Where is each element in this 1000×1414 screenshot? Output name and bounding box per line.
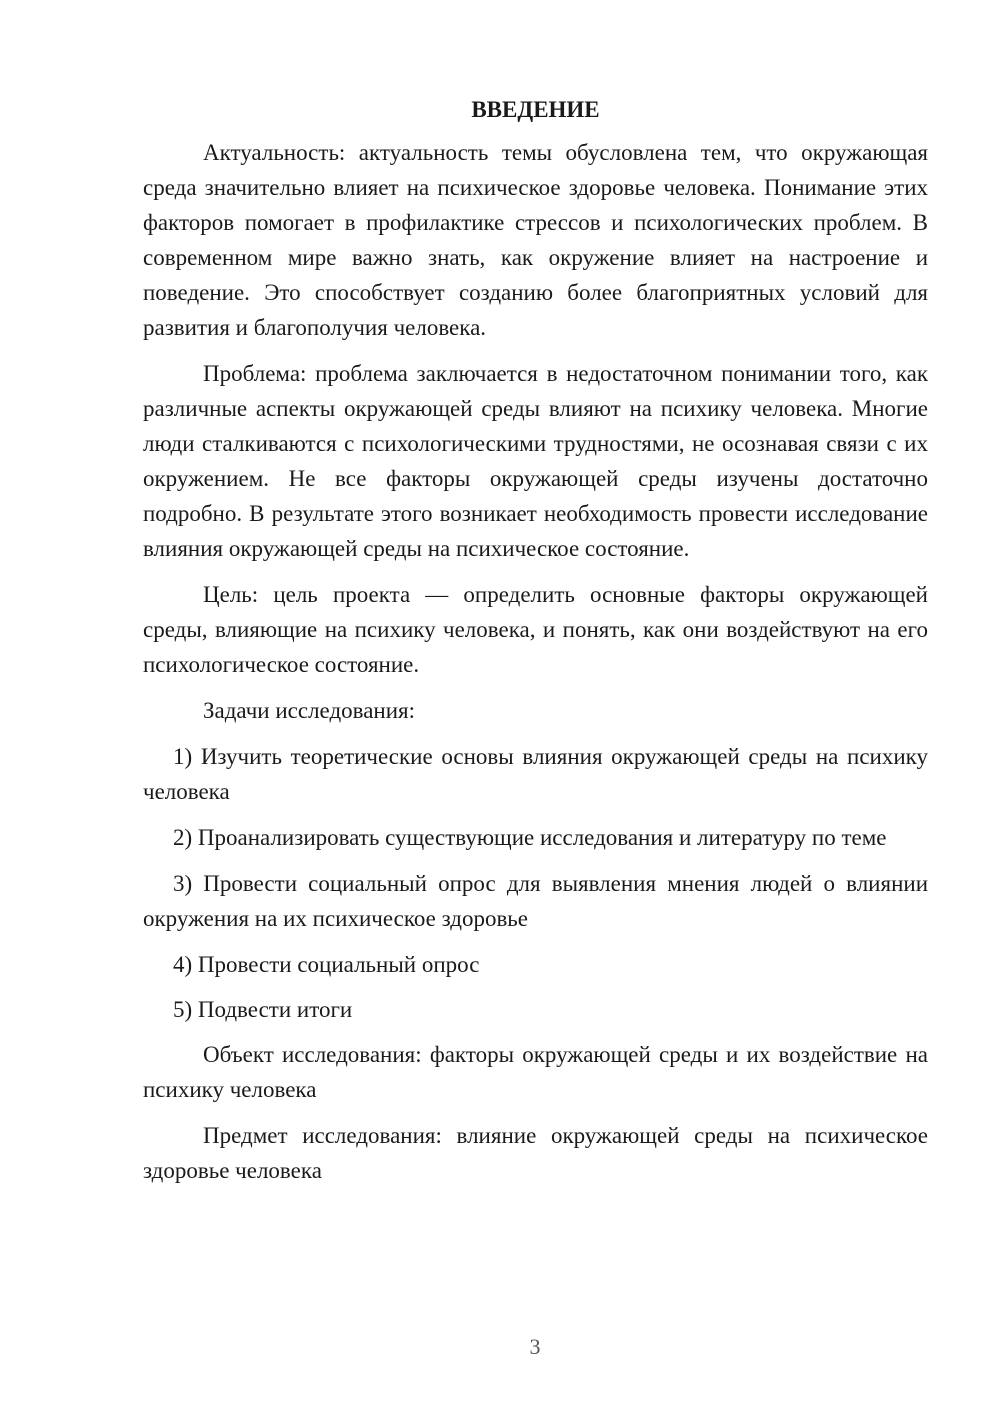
subject-paragraph: Предмет исследования: влияние окружающей среды на психическое здоровье человека <box>143 1123 928 1183</box>
tasks-heading: Задачи исследования: <box>203 698 416 723</box>
task-item-2: 2) Проанализировать существующие исследования и литературу по теме <box>173 825 887 850</box>
task-item-3: 3) Провести социальный опрос для выявления мнения людей о влиянии окружения на их психическое здоровье <box>143 871 928 931</box>
goal-paragraph: Цель: цель проекта — определить основные факторы окружающей среды, влияющие на психику человека, и понять, как они воздействуют на его психологическое состояние. <box>143 582 928 677</box>
task-item-4: 4) Провести социальный опрос <box>173 952 480 977</box>
page-number: 3 <box>529 1334 541 1359</box>
object-paragraph: Объект исследования: факторы окружающей среды и их воздействие на психику человека <box>143 1042 928 1102</box>
task-item-1: 1) Изучить теоретические основы влияния окружающей среды на психику человека <box>143 744 928 804</box>
tasks-list <box>143 739 928 1027</box>
page-content <box>143 92 928 1199</box>
task-item-5: 5) Подвести итоги <box>173 997 353 1022</box>
problem-paragraph: Проблема: проблема заключается в недостаточном понимании того, как различные аспекты окружающей среды влияют на психику человека. Многие люди сталкиваются с психологическими трудностями, не осознавая связи с их окружением. Не все факторы окружающей среды изучены достаточно подробно. В результате этого возникает необходимость провести исследование влияния окружающей среды на психическое состояние. <box>143 361 928 561</box>
relevance-paragraph: Актуальность: актуальность темы обусловлена тем, что окружающая среда значительно влияет на психическое здоровье человека. Понимание этих факторов помогает в профилактике стрессов и психологических проблем. В современном мире важно знать, как окружение влияет на настроение и поведение. Это способствует созданию более благоприятных условий для развития и благополучия человека. <box>143 140 928 340</box>
page-title: ВВЕДЕНИЕ <box>471 97 600 122</box>
